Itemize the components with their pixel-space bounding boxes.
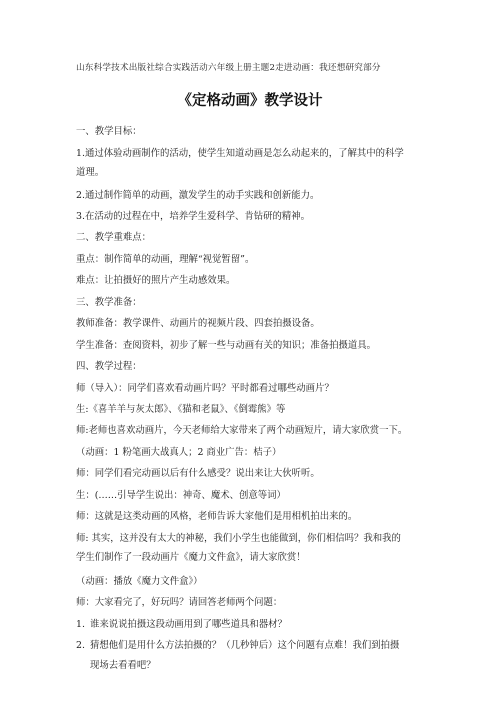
text-line: 道理。 <box>76 167 105 178</box>
text-line: 3.在活动的过程在中，培养学生爱科学、肯钻研的精神。 <box>76 211 310 222</box>
text-line: 师：同学们看完动画以后有什么感受？说出来让大伙听听。 <box>76 468 320 479</box>
text-line: 学生们制作了一段动画片《魔力文件盒》，请大家欣赏！ <box>76 552 306 563</box>
text-line: 师:老师也喜欢动画片，今天老师给大家带来了两个动画短片，请大家欣赏一下。 <box>76 425 408 436</box>
text-line: 2.通过制作简单的动画，激发学生的动手实践和创新能力。 <box>76 190 320 201</box>
text-line: 师（导入）：同学们喜欢看动画片吗？平时都看过哪些动画片？ <box>76 383 334 394</box>
document-title: 《定格动画》教学设计 <box>177 92 323 109</box>
text-line: 难点：让拍摄好的照片产生动感效果。 <box>76 275 236 286</box>
text-line: 师：这就是这类动画的风格，老师告诉大家他们是用相机拍出来的。 <box>76 511 358 522</box>
text-line: 重点：制作简单的动画，理解“视觉暂留”。 <box>76 254 255 265</box>
section-heading-key-points: 二、教学重难点： <box>76 232 152 243</box>
list-number: 1. <box>76 619 85 630</box>
text-line: 生:《喜羊羊与灰太郎》、《猫和老鼠》、《倒霉熊》等 <box>76 404 286 415</box>
list-number: 2. <box>76 640 85 651</box>
document-header: 山东科学技术出版社综合实践活动六年级上册主题2走进动画：我还想研究部分 <box>76 63 381 73</box>
list-item: 谁来说说拍摄这段动画用到了哪些道具和器材？ <box>90 619 287 630</box>
text-line: 1.通过体验动画制作的活动，使学生知道动画是怎么动起来的，了解其中的科学 <box>76 148 404 159</box>
text-line: （动画：播放《魔力文件盒》） <box>76 576 203 587</box>
text-line: 教师准备：教学课件、动画片的视频片段、四套拍摄设备。 <box>76 318 320 329</box>
text-line: 生：(……引导学生说出：神奇、魔术、创意等词） <box>76 490 286 501</box>
text-line: 师：大家看完了，好玩吗？请回答老师两个问题： <box>76 597 283 608</box>
text-line: （动画：1 粉笔画大战真人；2 商业广告：桔子） <box>76 447 282 458</box>
section-heading-preparation: 三、教学准备： <box>76 297 142 308</box>
list-item-continuation: 现场去看看吧？ <box>90 660 156 671</box>
text-line: 师: 其实，这并没有太大的神秘，我们小学生也能做到，你们相信吗？我和我的 <box>76 533 401 544</box>
section-heading-objectives: 一、教学目标： <box>76 126 142 137</box>
text-line: 学生准备：查阅资料，初步了解一些与动画有关的知识；准备拍摄道具。 <box>76 340 377 351</box>
list-item: 猜想他们是用什么方法拍摄的？（几秒钟后）这个问题有点难！我们到拍摄 <box>90 640 400 651</box>
section-heading-process: 四、教学过程： <box>76 361 142 372</box>
